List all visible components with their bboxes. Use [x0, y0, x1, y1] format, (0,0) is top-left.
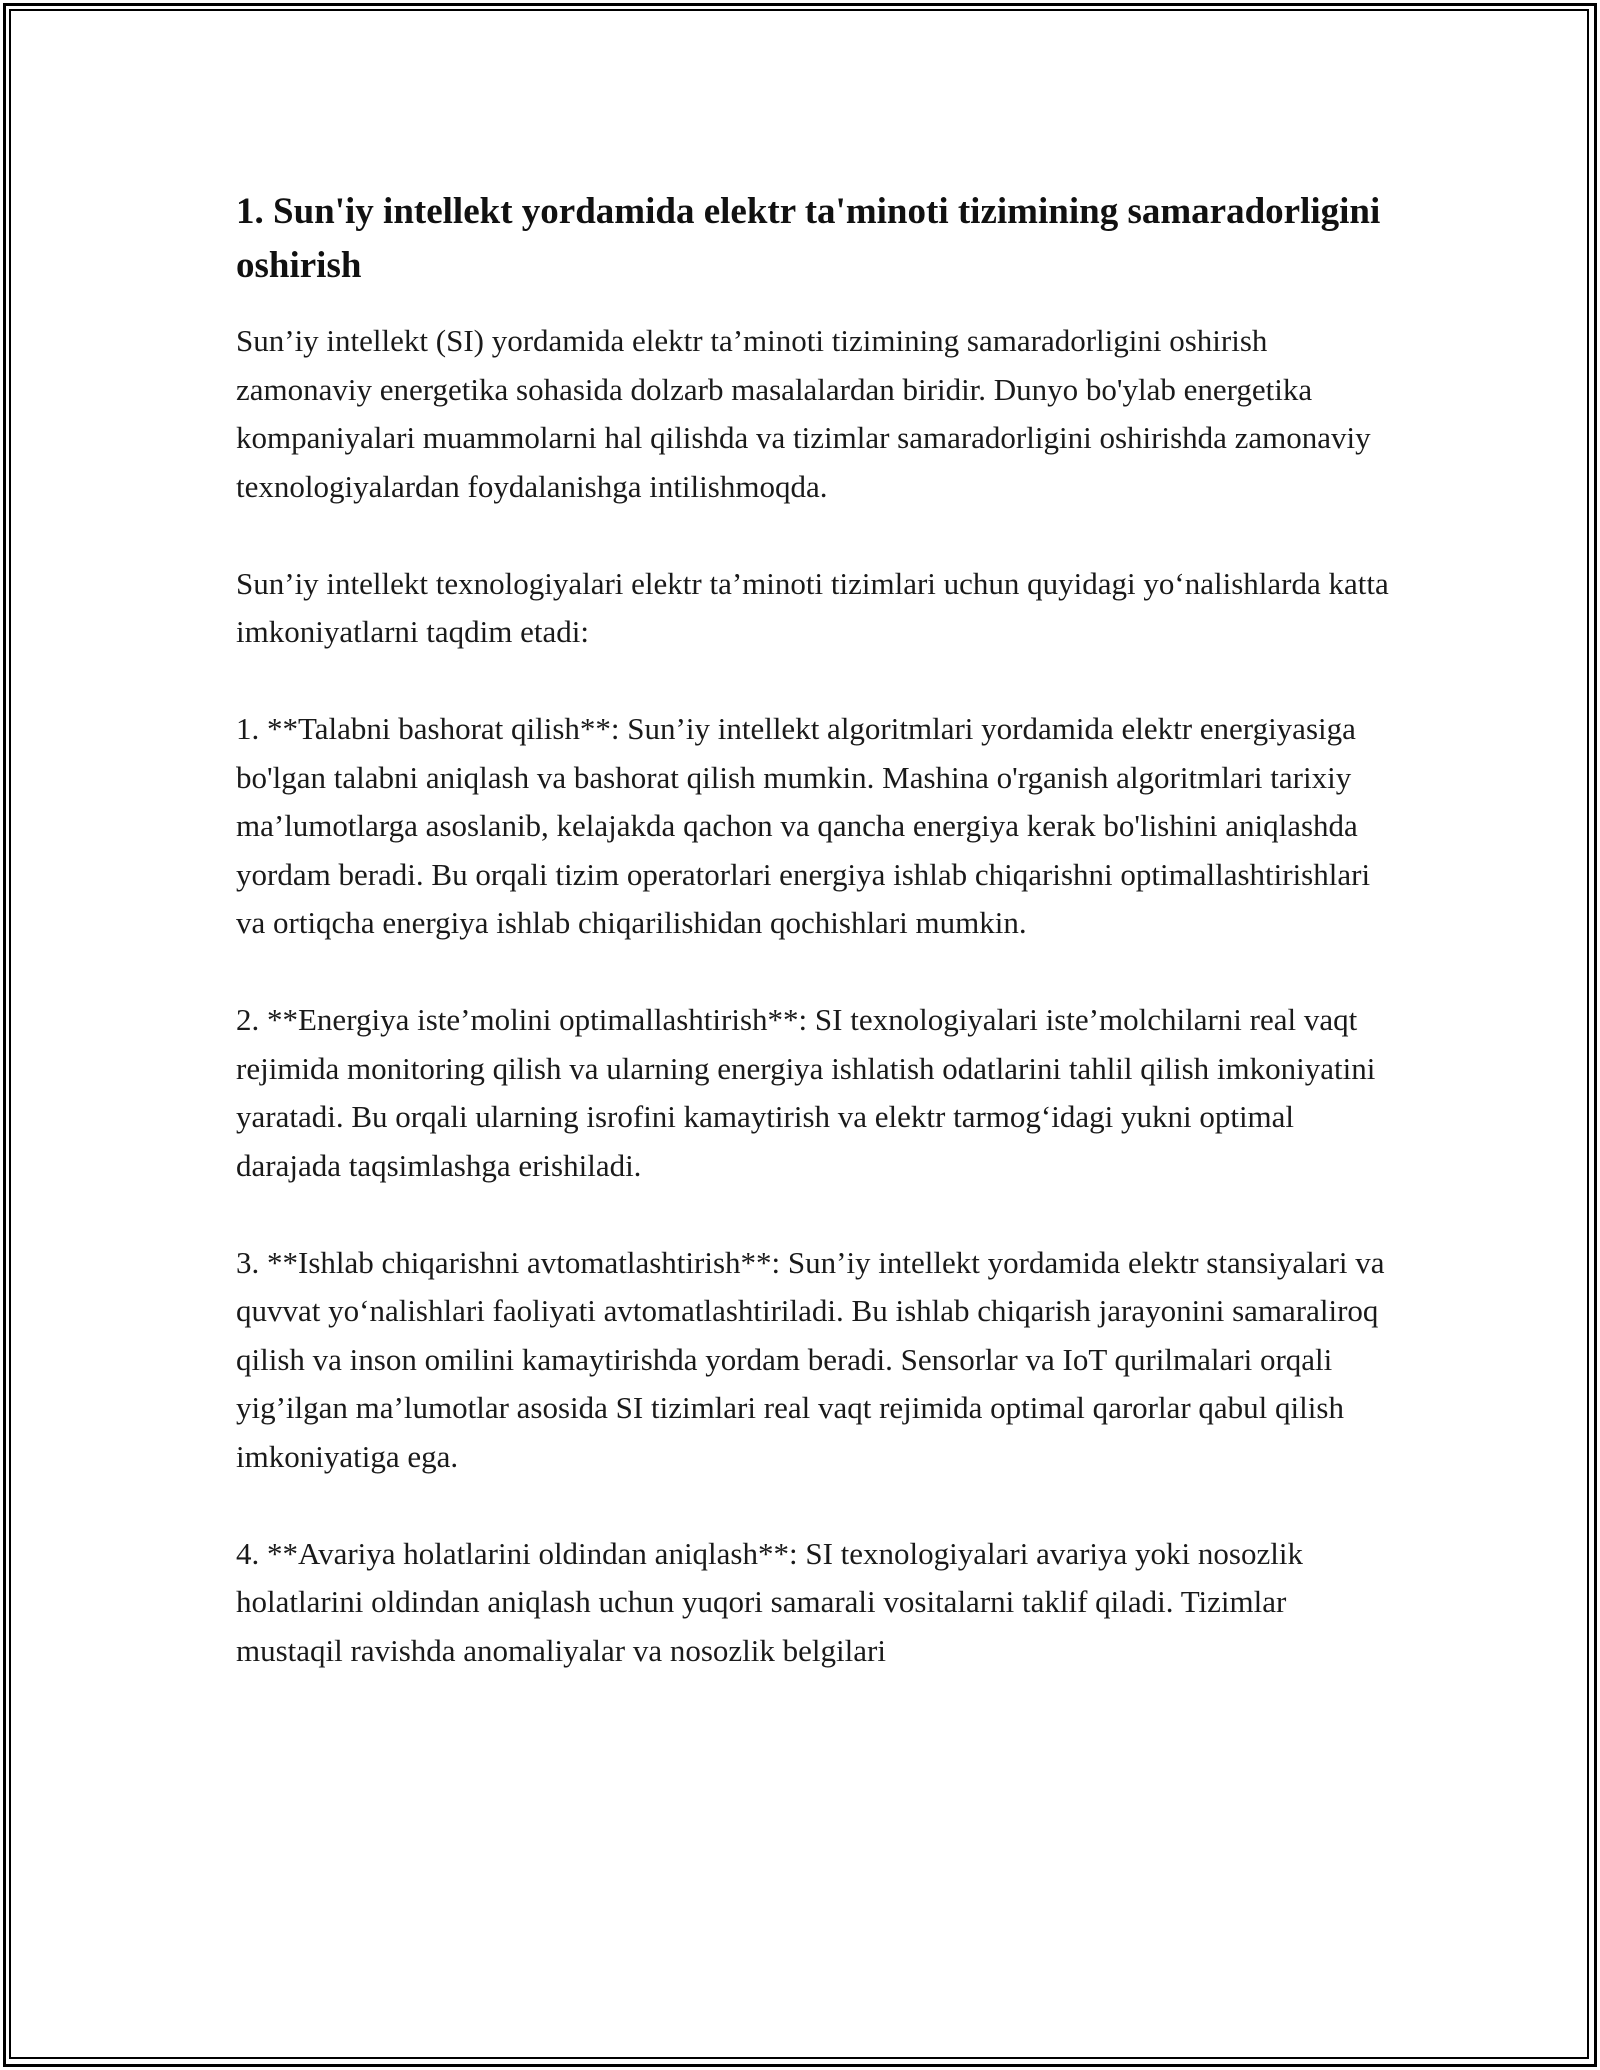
section-heading: 1. Sun'iy intellekt yordamida elektr ta'minoti tizimining samaradorligini oshirish [236, 191, 1381, 286]
list-item-failure-prediction: 4. **Avariya holatlarini oldindan aniqlash**: SI texnologiyalari avariya yoki nosozlik holatlarini oldindan aniqlash uchun yuqori samarali vositalarni taklif qiladi. Tizimlar mustaqil ravishda anomaliyalar va nosozlik belgilari [236, 1535, 1303, 1668]
list-item-demand-forecasting: 1. **Talabni bashorat qilish**: Sun’iy intellekt algoritmlari yordamida elektr energiyasiga bo'lgan talabni aniqlash va bashorat qilish mumkin. Mashina o'rganish algoritmlari tarixiy ma’lumotlarga asoslanib, kelajakda qachon va qancha energiya kerak bo'lishini aniqlashda yordam beradi. Bu orqali tizim operatorlari energiya ishlab chiqarishni optimallashtirishlari va ortiqcha energiya ishlab chiqarilishidan qochishlari mumkin. [236, 711, 1371, 940]
paragraph-directions-intro: Sun’iy intellekt texnologiyalari elektr ta’minoti tizimlari uchun quyidagi yo‘nalishlarda katta imkoniyatlarni taqdim etadi: [236, 565, 1389, 649]
list-item-consumption-optimization: 2. **Energiya iste’molini optimallashtirish**: SI texnologiyalari iste’molchilarni real vaqt rejimida monitoring qilish va ularning energiya ishlatish odatlarini tahlil qilish imkoniyatini yaratadi. Bu orqali ularning isrofini kamaytirish va elektr tarmog‘idagi yukni optimal darajada taqsimlashga erishiladi. [236, 1002, 1376, 1183]
paragraph-intro: Sun’iy intellekt (SI) yordamida elektr ta’minoti tizimining samaradorligini oshirish zamonaviy energetika sohasida dolzarb masalalardan biridir. Dunyo bo'ylab energetika kompaniyalari muammolarni hal qilishda va tizimlar samaradorligini oshirishda zamonaviy texnologiyalardan foydalanishga intilishmoqda. [236, 323, 1371, 504]
list-item-production-automation: 3. **Ishlab chiqarishni avtomatlashtirish**: Sun’iy intellekt yordamida elektr stansiyalari va quvvat yo‘nalishlari faoliyati avtomatlashtiriladi. Bu ishlab chiqarish jarayonini samaraliroq qilish va inson omilini kamaytirishda yordam beradi. Sensorlar va IoT qurilmalari orqali yig’ilgan ma’lumotlar asosida SI tizimlari real vaqt rejimida optimal qarorlar qabul qilish imkoniyatiga ega. [236, 1244, 1385, 1474]
document-body [236, 185, 1396, 1724]
